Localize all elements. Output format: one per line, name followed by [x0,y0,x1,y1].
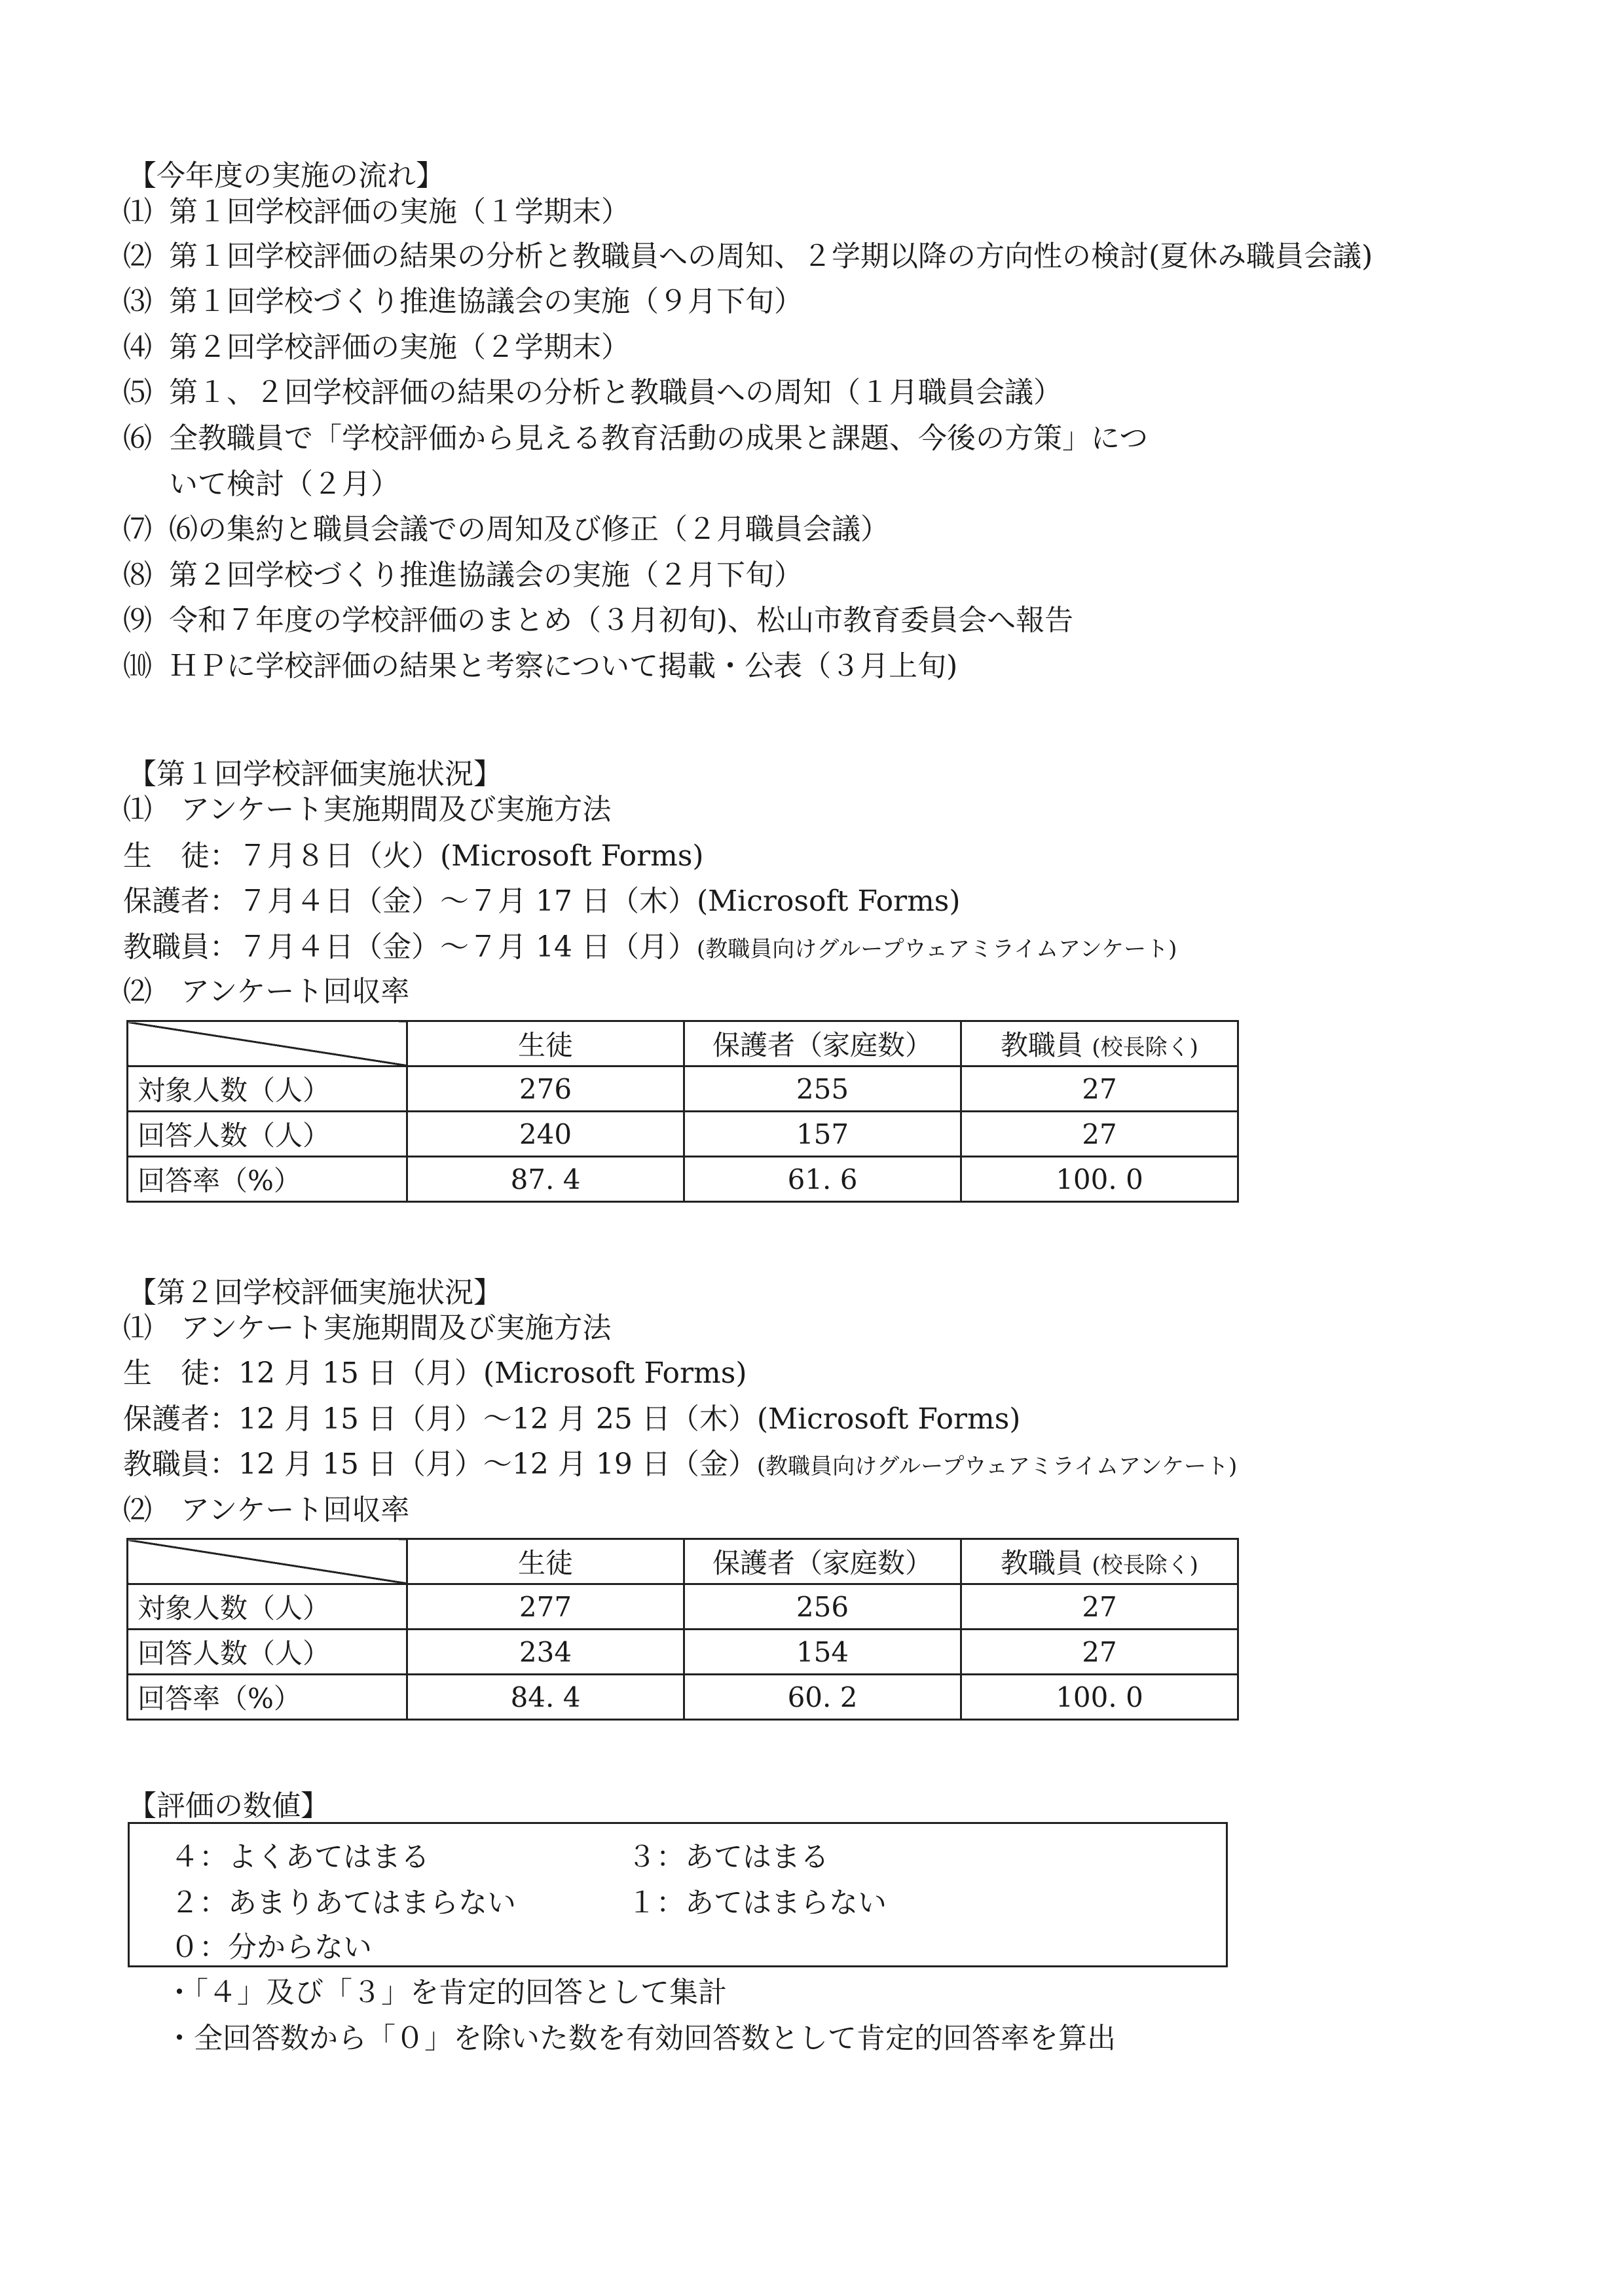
flow-item: ⑼ 令和７年度の学校評価のまとめ（３月初旬)、松山市教育委員会へ報告 [123,604,1074,637]
table-row: 回答率（%） 84. 4 60. 2 100. 0 [128,1675,1238,1720]
scale-1: １：あてはまらない [627,1886,887,1920]
flow-item-continued: いて検討（２月） [169,467,399,501]
scale-0: ０：分からない [170,1931,372,1964]
table-header-parents: 保護者（家庭数） [684,1021,961,1066]
flow-item: ⑻ 第２回学校づくり推進協議会の実施（２月下旬） [123,558,803,592]
round2-heading: 【第２回学校評価実施状況】 [128,1276,502,1309]
round1-parents-period: 保護者：７月４日（金）～７月 17 日（木）(Microsoft Forms) [123,884,961,918]
round1-response-table [126,1020,1239,1203]
table-row: 回答人数（人） 234 154 27 [128,1630,1238,1675]
flow-item: ⑺ ⑹の集約と職員会議での周知及び修正（２月職員会議） [123,513,889,546]
table-header-staff: 教職員 (校長除く) [961,1021,1238,1066]
table-corner-cell [128,1539,407,1584]
table-header-students: 生徒 [407,1021,684,1066]
evaluation-note: ・「４」及び「３」を肯定的回答として集計 [165,1976,727,2009]
round2-response-rate-heading: ⑵ アンケート回収率 [123,1493,410,1527]
table-header-row [128,1539,1238,1584]
evaluation-note: ・全回答数から「０」を除いた数を有効回答数として肯定的回答率を算出 [165,2022,1116,2055]
round2-staff-period: 教職員：12 月 15 日（月）～12 月 19 日（金）(教職員向けグループウェアミライムアンケート) [123,1448,1238,1481]
flow-item: ⑽ ＨＰに学校評価の結果と考察について掲載・公表（３月上旬) [123,649,958,683]
flow-item: ⑷ 第２回学校評価の実施（２学期末） [123,331,630,364]
flow-item: ⑸ 第１、２回学校評価の結果の分析と教職員への周知（１月職員会議） [123,376,1062,409]
flow-item: ⑹ 全教職員で「学校評価から見える教育活動の成果と課題、今後の方策」につ [123,422,1149,455]
evaluation-scale-box [128,1822,1228,1967]
table-header-students: 生徒 [407,1539,684,1584]
evaluation-heading: 【評価の数値】 [128,1789,329,1823]
table-corner-cell [128,1021,407,1066]
round2-students-period: 生 徒：12 月 15 日（月）(Microsoft Forms) [123,1357,747,1390]
table-header-staff: 教職員 (校長除く) [961,1539,1238,1584]
table-row: 回答人数（人） 240 157 27 [128,1112,1238,1157]
round1-response-rate-heading: ⑵ アンケート回収率 [123,975,410,1008]
round2-survey-period-heading: ⑴ アンケート実施期間及び実施方法 [123,1311,612,1345]
round1-staff-period: 教職員：７月４日（金）～７月 14 日（月）(教職員向けグループウェアミライムアンケート) [123,930,1177,964]
flow-item: ⑴ 第１回学校評価の実施（１学期末） [123,195,630,228]
table-row: 対象人数（人） 276 255 27 [128,1066,1238,1112]
round2-response-table [126,1538,1239,1721]
scale-4: ４：よくあてはまる [170,1840,430,1874]
round1-survey-period-heading: ⑴ アンケート実施期間及び実施方法 [123,793,612,826]
flow-item: ⑶ 第１回学校づくり推進協議会の実施（９月下旬） [123,285,803,318]
round2-parents-period: 保護者：12 月 15 日（月）～12 月 25 日（木）(Microsoft Forms) [123,1402,1021,1436]
round1-heading: 【第１回学校評価実施状況】 [128,757,502,791]
scale-2: ２：あまりあてはまらない [170,1886,516,1920]
flow-item: ⑵ 第１回学校評価の結果の分析と教職員への周知、２学期以降の方向性の検討(夏休み職員会議) [123,240,1373,273]
scale-3: ３：あてはまる [627,1840,829,1874]
flow-heading: 【今年度の実施の流れ】 [128,159,445,192]
round1-students-period: 生 徒：７月８日（火）(Microsoft Forms) [123,839,704,873]
table-header-parents: 保護者（家庭数） [684,1539,961,1584]
table-row: 回答率（%） 87. 4 61. 6 100. 0 [128,1157,1238,1202]
table-header-row [128,1021,1238,1066]
table-row: 対象人数（人） 277 256 27 [128,1584,1238,1630]
